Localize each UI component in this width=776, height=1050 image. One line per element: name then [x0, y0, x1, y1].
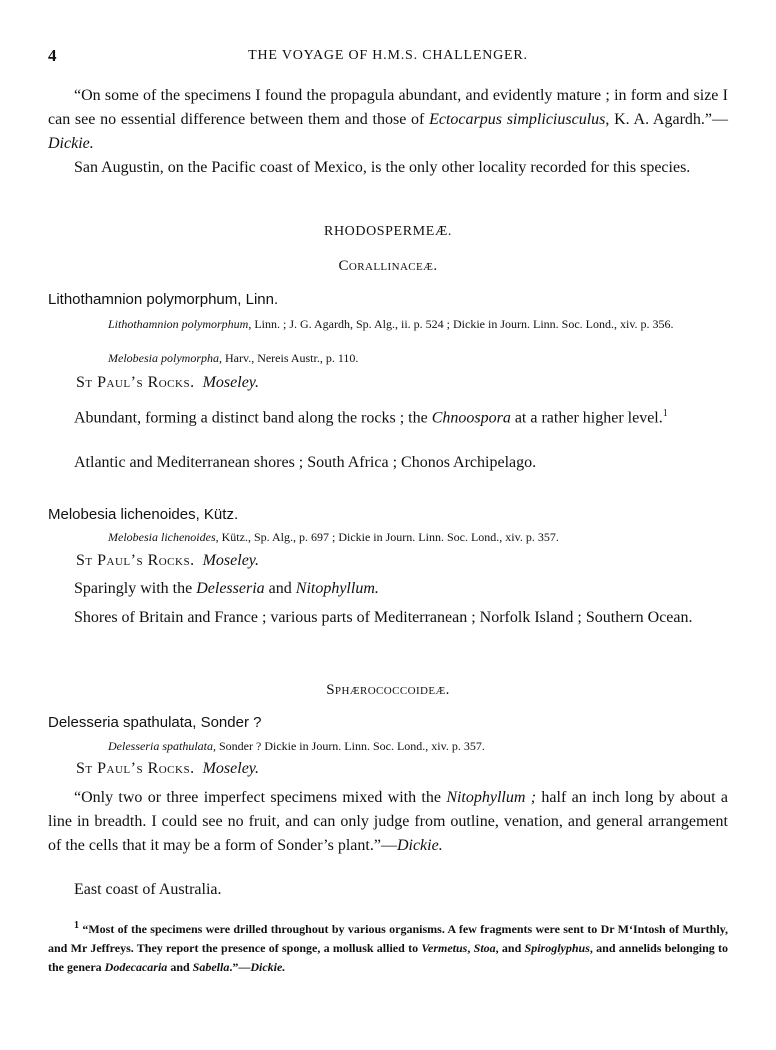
order-heading: RHODOSPERMEÆ. — [324, 224, 452, 239]
synonym-melobesia-lichenoides: Melobesia lichenoides, Kütz., Sp. Alg., p. 697 ; Dickie in Journ. Linn. Soc. Lond., xiv. p. 357. — [108, 530, 559, 544]
distribution-melobesia: Shores of Britain and France ; various parts of Mediterranean ; Norfolk Island ; Southern Ocean. — [74, 609, 693, 626]
intro-note: San Augustin, on the Pacific coast of Mexico, is the only other locality recorded for this species. — [74, 159, 691, 176]
family-heading-corallinaceae: Corallinaceæ. — [338, 258, 438, 274]
habitat-melobesia: Sparingly with the Delesseria and Nitophyllum. — [74, 580, 379, 597]
footnote-reference: 1 — [662, 408, 668, 419]
distribution-lithothamnion: Atlantic and Mediterranean shores ; South Africa ; Chonos Archipelago. — [74, 454, 537, 471]
distribution-delesseria: East coast of Australia. — [74, 881, 222, 898]
locality-line-1: St Paul’s Rocks. Moseley. — [76, 374, 260, 391]
species-name-delesseria: Delesseria spathulata, Sonder ? — [48, 714, 262, 731]
locality-line-3: St Paul’s Rocks. Moseley. — [76, 760, 260, 777]
synonym-melobesia-polymorpha: Melobesia polymorpha, Harv., Nereis Austr., p. 110. — [108, 351, 359, 365]
family-heading-sphaerococcoideae: Sphærococcoideæ. — [326, 682, 450, 698]
synonym-delesseria: Delesseria spathulata, Sonder ? Dickie in Journ. Linn. Soc. Lond., xiv. p. 357. — [108, 739, 485, 753]
footnote: $^1$ “Most of the specimens were drilled throughout by various organisms. A few fragments were sent to Dr M‘Intosh of Murthly, and Mr Jeffreys. They report the presence of sponge, a mollusk allied to Vermetus, Stoa, and Spiroglyphus, and annelids belonging to the genera Dodecacaria and Sabella.”—Dickie. — [48, 920, 729, 974]
synonym-lithothamnion: Lithothamnion polymorphum, Linn. ; J. G. Agardh, Sp. Alg., ii. p. 524 ; Dickie in Journ. Linn. Soc. Lond., xiv. p. 356. — [108, 317, 674, 331]
page-header — [48, 46, 728, 68]
page-number: 4 — [48, 46, 57, 65]
habitat-lithothamnion: Abundant, forming a distinct band along the rocks ; the Chnoospora at a rather higher level.$^1$ — [74, 408, 668, 427]
running-title: THE VOYAGE OF H.M.S. CHALLENGER. — [248, 48, 528, 63]
intro-quote: “On some of the specimens I found the propagula abundant, and evidently mature ; in form and size I can see no essential difference between them and those of Ectocarpus simpliciusculus, K. A. Agardh.”—Dickie. — [48, 87, 728, 152]
delesseria-quote: “Only two or three imperfect specimens mixed with the Nitophyllum ; half an inch long by about a line in breadth. I could see no fruit, and can only judge from outline, venation, and general arrangement of the cells that it may be a form of Sonder’s plant.”—Dickie. — [48, 789, 729, 854]
locality-line-2: St Paul’s Rocks. Moseley. — [76, 552, 260, 569]
species-name-melobesia: Melobesia lichenoides, Kütz. — [48, 506, 239, 523]
species-name-lithothamnion: Lithothamnion polymorphum, Linn. — [48, 291, 279, 308]
